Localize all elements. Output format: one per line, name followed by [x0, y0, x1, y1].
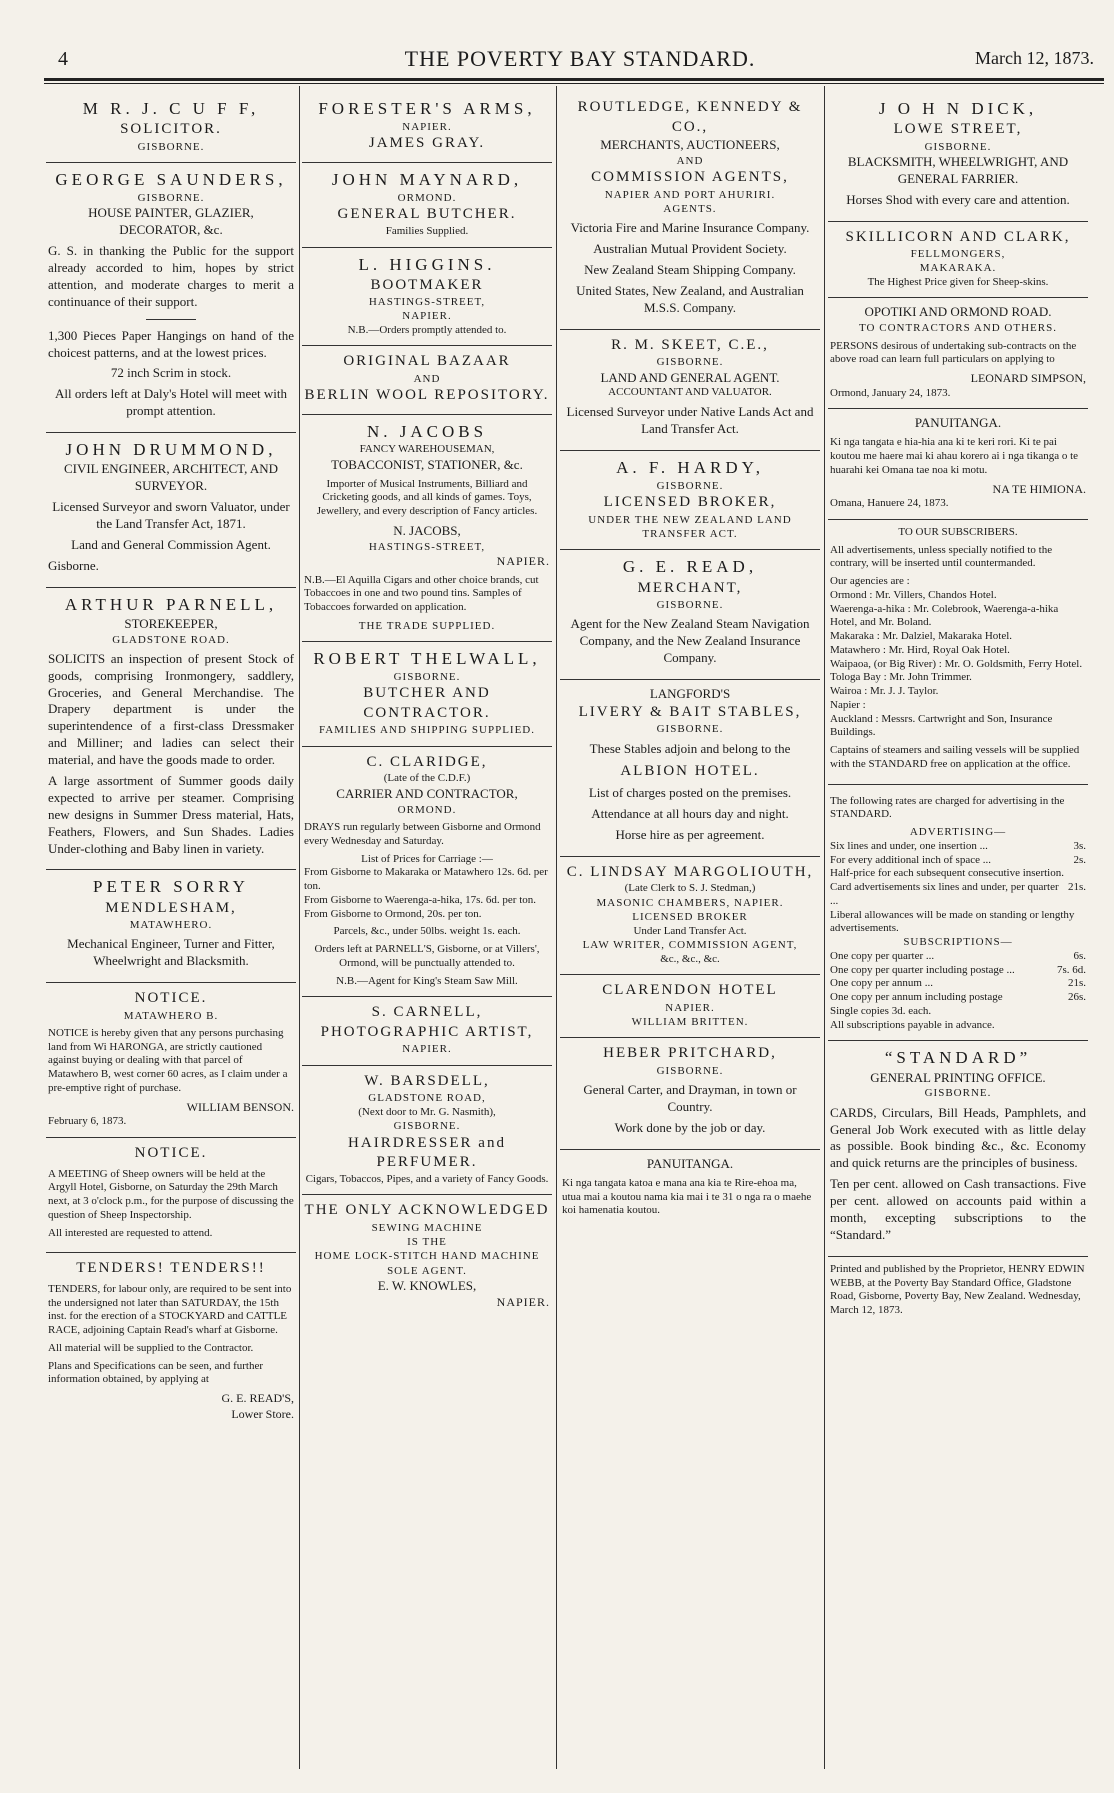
issue-date: March 12, 1873.: [975, 48, 1094, 68]
rate-row: One copy per annum including postage 26s.: [830, 991, 1086, 1004]
ad-dick: J O H N DICK, LOWE STREET, GISBORNE. BLACKSMITH, WHEELWRIGHT, AND GENERAL FARRIER. Horses Shod with every care and attention.: [828, 92, 1088, 222]
masthead-rule: [44, 78, 1104, 81]
ad-printing-office: “STANDARD” GENERAL PRINTING OFFICE. GISBORNE. CARDS, Circulars, Bill Heads, Pamphlets, and General Job Work executed with as little delay as possible. Book binding &c., &c. Economy and quick returns are the principles of business. Ten per cent. allowed on Cash transactions. Five per cent. allowed on accounts paid within a month, excepting subscriptions to the “Standard.”: [828, 1041, 1088, 1256]
rate-row: One copy per annum ... 21s.: [830, 977, 1086, 990]
ad-clarendon-hotel: CLARENDON HOTEL NAPIER. WILLIAM BRITTEN.: [560, 975, 820, 1038]
notice-subscribers: TO OUR SUBSCRIBERS. All advertisements, unless specially notified to the contrary, will be inserted until countermanded. Our agencies are : Ormond : Mr. Villers, Chandos Hotel. Waerenga-a-hika : Mr. Colebrook, Waerenga-a-hika Hotel, and Mr. Boland. Makaraka : Mr. Dalziel, Makaraka Hotel. Matawhero : Mr. Hird, Royal Oak Hotel. Waipaoa, (or Big River) : Mr. O. Goldsmith, Ferry Hotel. Tologa Bay : Mr. John Trimmer. Wairoa : Mr. J. J. Taylor. Napier : Auckland : Messrs. Cartwright and Son, Insurance Buildings. Captains of steamers and sailing vessels will be supplied with the STANDARD free on application at the office.: [828, 520, 1088, 785]
ad-skeet: R. M. SKEET, C.E., GISBORNE. LAND AND GENERAL AGENT. ACCOUNTANT AND VALUATOR. Licensed Surveyor under Native Lands Act and Land Transfer Act.: [560, 330, 820, 451]
notice-matawhero: NOTICE. MATAWHERO B. NOTICE is hereby given that any persons purchasing land from Wi HARONGA, are strictly cautioned against buying or dealing with that parcel of Matawhero B, west corner 60 acres, as I claim under a pre-emptive right of purchase. WILLIAM BENSON. February 6, 1873.: [46, 983, 296, 1138]
column-1: [46, 92, 296, 1769]
ad-opotiki-road: OPOTIKI AND ORMOND ROAD. TO CONTRACTORS AND OTHERS. PERSONS desirous of undertaking sub-contracts on the above road can learn full particulars on applying to LEONARD SIMPSON, Ormond, January 24, 1873.: [828, 298, 1088, 409]
column-4: [828, 92, 1088, 1769]
page-number: 4: [58, 48, 68, 70]
ad-parnell: ARTHUR PARNELL, STOREKEEPER, GLADSTONE ROAD. SOLICITS an inspection of present Stock of goods, comprising Ironmongery, saddlery, Groceries, and General Merchandise. The Drapery department is under the superintendence of a first-class Dressmaker and Milliner; and ladies can select their material, and have the goods made to order. A large assortment of Summer goods daily expected to arrive per steamer. Comprising new designs in Summer Dress material, Hats, Feathers, Flowers, and Sun Shades. Ladies Under-clothing and Baby linen in variety.: [46, 588, 296, 871]
column-2: [302, 92, 552, 1769]
ad-pritchard: HEBER PRITCHARD, GISBORNE. General Carter, and Drayman, in town or Country. Work done by the job or day.: [560, 1038, 820, 1149]
ad-routledge: ROUTLEDGE, KENNEDY & CO., MERCHANTS, AUCTIONEERS, AND COMMISSION AGENTS, NAPIER AND PORT AHURIRI. AGENTS. Victoria Fire and Marine Insurance Company. Australian Mutual Provident Society. New Zealand Steam Shipping Company. United States, New Zealand, and Australian M.S.S. Company.: [560, 92, 820, 330]
ad-cuff: M R. J. C U F F, SOLICITOR. GISBORNE.: [46, 92, 296, 163]
masthead-rule-thin: [44, 83, 1104, 84]
ad-carnell: S. CARNELL, PHOTOGRAPHIC ARTIST, NAPIER.: [302, 997, 552, 1065]
rate-row: Six lines and under, one insertion ... 3s.: [830, 839, 1086, 852]
column-divider: [299, 86, 300, 1769]
column-3: [560, 92, 820, 1769]
column-divider: [824, 86, 825, 1769]
rate-row: For every additional inch of space ... 2s.: [830, 853, 1086, 866]
notice-panuitanga-roads: PANUITANGA. Ki nga tangata e hia-hia ana ki te keri rori. Ki te pai koutou me haere mai ki ahau korero ai i nga tikanga o te huarahi kei Omana tae noa ki motu. NA TE HIMIONA. Omana, Hanuere 24, 1873.: [828, 409, 1088, 519]
column-divider: [556, 86, 557, 1769]
ad-thelwall: ROBERT THELWALL, GISBORNE. BUTCHER AND CONTRACTOR. FAMILIES AND SHIPPING SUPPLIED.: [302, 642, 552, 747]
imprint: Printed and published by the Proprietor, HENRY EDWIN WEBB, at the Poverty Bay Standard Office, Gladstone Road, Gisborne, Poverty Bay, New Zealand. Wednesday, March 12, 1873.: [830, 1262, 1085, 1317]
rate-row: One copy per quarter ... 6s.: [830, 949, 1086, 962]
ad-langford: LANGFORD'S LIVERY & BAIT STABLES, GISBORNE. These Stables adjoin and belong to the ALBION HOTEL. List of charges posted on the premises. Attendance at all hours day and night. Horse hire as per agreement.: [560, 680, 820, 857]
ad-claridge: C. CLARIDGE, (Late of the C.D.F.) CARRIER AND CONTRACTOR, ORMOND. DRAYS run regularly between Gisborne and Ormond every Wednesday and Saturday. List of Prices for Carriage :— From Gisborne to Makaraka or Matawhero 12s. 6d. per ton. From Gisborne to Waerenga-a-hika, 17s. 6d. per ton. From Gisborne to Ormond, 20s. per ton. Parcels, &c., under 50lbs. weight 1s. each. Orders left at PARNELL'S, Gisborne, or at Villers', Ormond, will be punctually attended to. N.B.—Agent for King's Steam Saw Mill.: [302, 747, 552, 998]
ad-bazaar: ORIGINAL BAZAAR AND BERLIN WOOL REPOSITORY.: [302, 346, 552, 414]
ad-skillicorn: SKILLICORN AND CLARK, FELLMONGERS, MAKARAKA. The Highest Price given for Sheep-skins.: [828, 222, 1088, 299]
ad-jacobs: N. JACOBS FANCY WAREHOUSEMAN, TOBACCONIST, STATIONER, &c. Importer of Musical Instruments, Billiard and Cricketing goods, and all kinds of games. Toys, Jewellery, and every description of Fancy articles. N. JACOBS, HASTINGS-STREET, NAPIER. N.B.—El Aquilla Cigars and other choice brands, cut Tobaccoes in one and two pound tins. Samples of Tobaccoes forwarded on application. THE TRADE SUPPLIED.: [302, 415, 552, 642]
ad-tenders: TENDERS! TENDERS!! TENDERS, for labour only, are required to be sent into the undersigned not later than SATURDAY, the 15th inst. for the erection of a STOCKYARD and CATTLE RACE, adjoining Captain Read's wharf at Gisborne. All material will be supplied to the Contractor. Plans and Specifications can be seen, and further information obtained, by applying at G. E. READ'S, Lower Store.: [48, 1260, 294, 1421]
ad-higgins: L. HIGGINS. BOOTMAKER HASTINGS-STREET, NAPIER. N.B.—Orders promptly attended to.: [302, 248, 552, 347]
ad-barsdell: W. BARSDELL, GLADSTONE ROAD, (Next door to Mr. G. Nasmith), GISBORNE. HAIRDRESSER and PERFUMER. Cigars, Tobaccos, Pipes, and a variety of Fancy Goods.: [302, 1066, 552, 1196]
masthead: [58, 44, 1102, 74]
ad-maynard: JOHN MAYNARD, ORMOND. GENERAL BUTCHER. Families Supplied.: [302, 163, 552, 248]
advertising-rates: The following rates are charged for advertising in the STANDARD. ADVERTISING— Six lines and under, one insertion ... 3s. For every additional inch of space ... 2s. Half-price for each subsequent consecutive insertion. Card advertisements six lines and under, per quarter ... 21s. Liberal allowances will be made on standing or lengthy advertisements. SUBSCRIPTIONS— One copy per quarter ... 6s. One copy per quarter including postage ... 7s. 6d. One copy per annum ... 21s. One copy per annum including postage 26s. Single copies 3d. each. All subscriptions payable in advance.: [828, 785, 1088, 1042]
notice-panuitanga-rire: PANUITANGA. Ki nga tangata katoa e mana ana kia te Rire-ehoa ma, utua mai a koutou nama kia mai i te 31 o nga ra o maehe koi hamenatia koutou.: [562, 1155, 812, 1217]
ad-hardy: A. F. HARDY, GISBORNE. LICENSED BROKER, UNDER THE NEW ZEALAND LAND TRANSFER ACT.: [560, 451, 820, 550]
ad-sewing-machine: THE ONLY ACKNOWLEDGED SEWING MACHINE IS THE HOME LOCK-STITCH HAND MACHINE SOLE AGENT. E. W. KNOWLES, NAPIER.: [304, 1202, 550, 1309]
ad-saunders: GEORGE SAUNDERS, GISBORNE. HOUSE PAINTER, GLAZIER, DECORATOR, &c. G. S. in thanking the Public for the support already accorded to him, hopes by strict attention, and moderate charges to merit a continuance of their support. 1,300 Pieces Paper Hangings on hand of the choicest patterns, and at the lowest prices. 72 inch Scrim in stock. All orders left at Daly's Hotel will meet with prompt attention.: [46, 163, 296, 433]
ad-sorry: PETER SORRY MENDLESHAM, MATAWHERO. Mechanical Engineer, Turner and Fitter, Wheelwright and Blacksmith.: [46, 870, 296, 983]
ad-foresters-arms: FORESTER'S ARMS, NAPIER. JAMES GRAY.: [302, 92, 552, 163]
notice-sheep-owners: NOTICE. A MEETING of Sheep owners will be held at the Argyll Hotel, Gisborne, on Saturday the 29th March next, at 3 o'clock p.m., for the purpose of discussing the question of Sheep Inspectorship. All interested are requested to attend.: [46, 1138, 296, 1253]
ad-margoliouth: C. LINDSAY MARGOLIOUTH, (Late Clerk to S. J. Stedman,) MASONIC CHAMBERS, NAPIER. LICENSED BROKER Under Land Transfer Act. LAW WRITER, COMMISSION AGENT, &c., &c., &c.: [560, 857, 820, 976]
rate-row: Card advertisements six lines and under, per quarter ... 21s.: [830, 881, 1086, 907]
newspaper-title: THE POVERTY BAY STANDARD.: [404, 46, 756, 71]
ad-drummond: JOHN DRUMMOND, CIVIL ENGINEER, ARCHITECT, AND SURVEYOR. Licensed Surveyor and sworn Valuator, under the Land Transfer Act, 1871. Land and General Commission Agent. Gisborne.: [46, 433, 296, 587]
ad-read: G. E. READ, MERCHANT, GISBORNE. Agent for the New Zealand Steam Navigation Company, and the New Zealand Insurance Company.: [560, 550, 820, 680]
rate-row: One copy per quarter including postage ... 7s. 6d.: [830, 963, 1086, 976]
